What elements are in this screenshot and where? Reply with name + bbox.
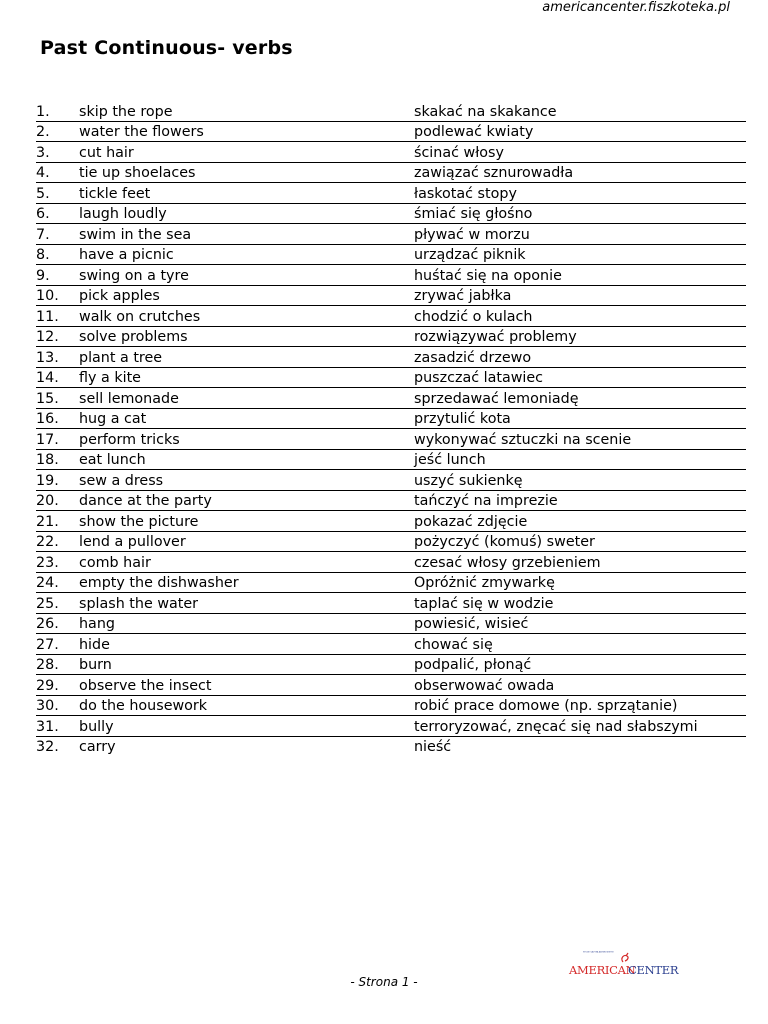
english-phrase: dance at the party [75, 490, 410, 511]
table-row [36, 121, 746, 142]
table-row [36, 613, 746, 634]
logo-word-center: CENTER [628, 963, 679, 977]
polish-translation: zasadzić drzewo [410, 347, 746, 368]
english-phrase: hang [75, 613, 410, 634]
row-number: 6. [36, 203, 75, 224]
polish-translation: rozwiązywać problemy [410, 326, 746, 347]
polish-translation: robić prace domowe (np. sprzątanie) [410, 695, 746, 716]
row-number: 13. [36, 347, 75, 368]
english-phrase: hide [75, 634, 410, 655]
table-row [36, 265, 746, 286]
table-row [36, 511, 746, 532]
row-number: 27. [36, 634, 75, 655]
vocabulary-table [36, 101, 746, 756]
row-number: 26. [36, 613, 75, 634]
row-number: 24. [36, 572, 75, 593]
english-phrase: cut hair [75, 142, 410, 163]
polish-translation: tańczyć na imprezie [410, 490, 746, 511]
polish-translation: podlewać kwiaty [410, 121, 746, 142]
polish-translation: uszyć sukienkę [410, 470, 746, 491]
row-number: 12. [36, 326, 75, 347]
polish-translation: Opróżnić zmywarkę [410, 572, 746, 593]
polish-translation: puszczać latawiec [410, 367, 746, 388]
english-phrase: solve problems [75, 326, 410, 347]
row-number: 5. [36, 183, 75, 204]
table-row [36, 162, 746, 183]
english-phrase: water the flowers [75, 121, 410, 142]
vocabulary-table-body [36, 101, 746, 756]
polish-translation: pokazać zdjęcie [410, 511, 746, 532]
english-phrase: bully [75, 716, 410, 737]
header-url: americancenter.fiszkoteka.pl [542, 0, 730, 15]
english-phrase: have a picnic [75, 244, 410, 265]
english-phrase: plant a tree [75, 347, 410, 368]
english-phrase: carry [79, 739, 116, 755]
row-number: 31. [36, 716, 75, 737]
english-phrase: tie up shoelaces [75, 162, 410, 183]
polish-translation: zrywać jabłka [410, 285, 746, 306]
table-row [36, 654, 746, 675]
english-phrase: hug a cat [75, 408, 410, 429]
table-row [36, 347, 746, 368]
row-number: 23. [36, 552, 75, 573]
row-number: 30. [36, 695, 75, 716]
english-phrase: walk on crutches [75, 306, 410, 327]
polish-translation: pływać w morzu [410, 224, 746, 245]
polish-translation: nieść [414, 739, 452, 755]
logo-tagline: STUDIO JĘZYKA ANGIELSKIEGO [583, 951, 614, 954]
table-row [36, 593, 746, 614]
table-row [36, 101, 746, 121]
row-number: 1. [36, 101, 75, 121]
row-number: 20. [36, 490, 75, 511]
english-phrase: show the picture [75, 511, 410, 532]
table-row [36, 203, 746, 224]
row-number: 15. [36, 388, 75, 409]
table-row [36, 675, 746, 696]
polish-translation: huśtać się na oponie [410, 265, 746, 286]
row-number: 22. [36, 531, 75, 552]
english-phrase: fly a kite [75, 367, 410, 388]
row-number: 7. [36, 224, 75, 245]
table-row [36, 531, 746, 552]
table-row [36, 552, 746, 573]
table-row [36, 736, 746, 756]
page-title: Past Continuous- verbs [40, 37, 293, 59]
english-phrase: eat lunch [75, 449, 410, 470]
table-row [36, 408, 746, 429]
table-row [36, 224, 746, 245]
table-row [36, 388, 746, 409]
table-row [36, 306, 746, 327]
polish-translation: urządzać piknik [410, 244, 746, 265]
polish-translation: czesać włosy grzebieniem [410, 552, 746, 573]
table-row [36, 367, 746, 388]
row-number: 2. [36, 121, 75, 142]
english-phrase: sew a dress [75, 470, 410, 491]
english-phrase: observe the insect [75, 675, 410, 696]
table-row [36, 634, 746, 655]
table-row [36, 183, 746, 204]
polish-translation: obserwować owada [410, 675, 746, 696]
row-number: 9. [36, 265, 75, 286]
polish-translation: przytulić kota [410, 408, 746, 429]
row-number: 14. [36, 367, 75, 388]
row-number: 32. [36, 739, 59, 755]
row-number: 8. [36, 244, 75, 265]
table-row [36, 695, 746, 716]
english-phrase: laugh loudly [75, 203, 410, 224]
polish-translation: łaskotać stopy [410, 183, 746, 204]
logo-figure-icon [622, 953, 628, 962]
polish-translation: chodzić o kulach [410, 306, 746, 327]
english-phrase: pick apples [75, 285, 410, 306]
page-number: - Strona 1 - [350, 975, 418, 989]
row-number: 17. [36, 429, 75, 450]
table-row [36, 285, 746, 306]
row-number: 21. [36, 511, 75, 532]
polish-translation: jeść lunch [410, 449, 746, 470]
american-center-logo [568, 950, 679, 980]
english-phrase: lend a pullover [75, 531, 410, 552]
polish-translation: ścinać włosy [410, 142, 746, 163]
polish-translation: taplać się w wodzie [410, 593, 746, 614]
english-phrase: tickle feet [75, 183, 410, 204]
row-number: 10. [36, 285, 75, 306]
table-row [36, 326, 746, 347]
row-number: 19. [36, 470, 75, 491]
polish-translation: pożyczyć (komuś) sweter [410, 531, 746, 552]
polish-translation: sprzedawać lemoniadę [410, 388, 746, 409]
row-number: 16. [36, 408, 75, 429]
table-row [36, 572, 746, 593]
english-phrase: burn [75, 654, 410, 675]
row-number: 28. [36, 654, 75, 675]
english-phrase: splash the water [75, 593, 410, 614]
polish-translation: śmiać się głośno [410, 203, 746, 224]
row-number: 3. [36, 142, 75, 163]
english-phrase: perform tricks [75, 429, 410, 450]
row-number: 25. [36, 593, 75, 614]
english-phrase: comb hair [75, 552, 410, 573]
english-phrase: swing on a tyre [75, 265, 410, 286]
table-row [36, 142, 746, 163]
polish-translation: zawiązać sznurowadła [410, 162, 746, 183]
table-row [36, 716, 746, 737]
logo-word-american: AMERICAN [569, 963, 636, 977]
polish-translation: chować się [410, 634, 746, 655]
english-phrase: sell lemonade [75, 388, 410, 409]
row-number: 11. [36, 306, 75, 327]
english-phrase: do the housework [75, 695, 410, 716]
table-row [36, 244, 746, 265]
english-phrase: empty the dishwasher [75, 572, 410, 593]
row-number: 18. [36, 449, 75, 470]
table-row [36, 490, 746, 511]
row-number: 29. [36, 675, 75, 696]
polish-translation: terroryzować, znęcać się nad słabszymi [410, 716, 746, 737]
english-phrase: swim in the sea [75, 224, 410, 245]
table-row [36, 429, 746, 450]
polish-translation: skakać na skakance [410, 101, 746, 121]
polish-translation: podpalić, płonąć [410, 654, 746, 675]
polish-translation: powiesić, wisieć [410, 613, 746, 634]
english-phrase: skip the rope [75, 101, 410, 121]
row-number: 4. [36, 162, 75, 183]
polish-translation: wykonywać sztuczki na scenie [410, 429, 746, 450]
table-row [36, 470, 746, 491]
table-row [36, 449, 746, 470]
